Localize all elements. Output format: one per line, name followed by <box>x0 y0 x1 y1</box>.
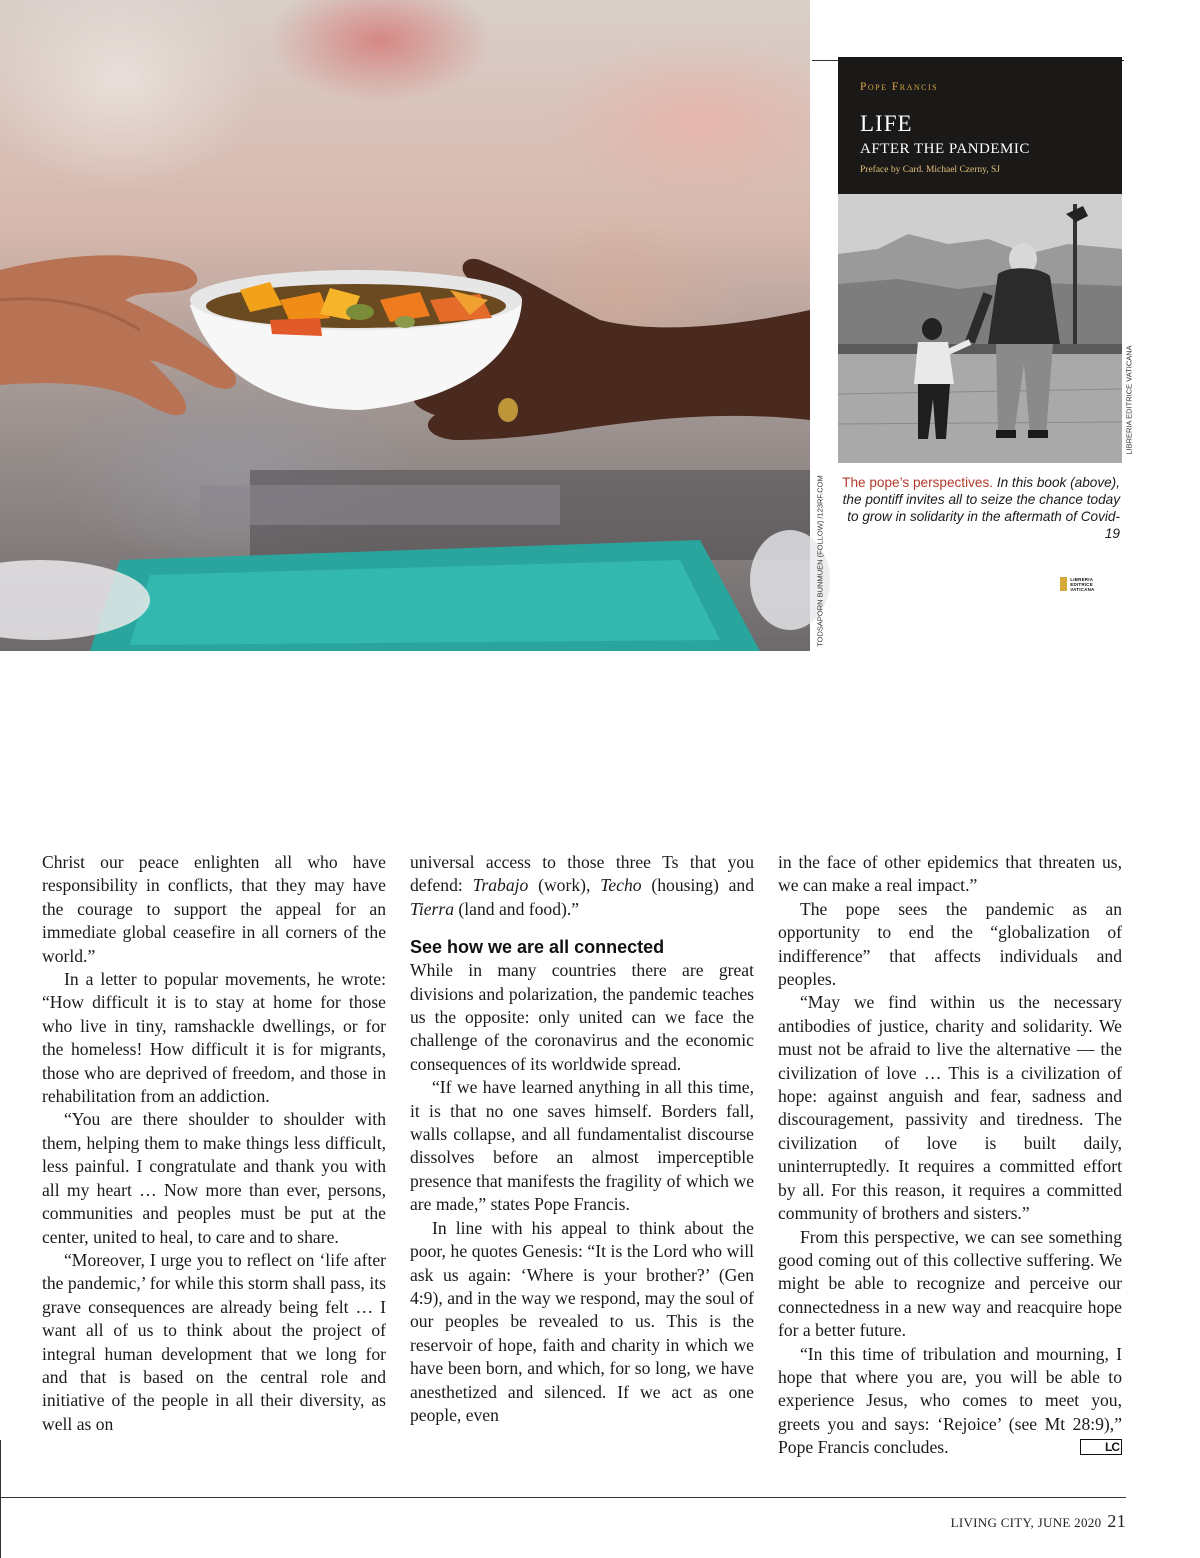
book-title: LIFE <box>860 111 913 136</box>
article-column-3 <box>778 851 1122 1460</box>
book-preface: Preface by Card. Michael Czerny, SJ <box>860 165 1000 175</box>
term-techo: Techo <box>600 875 642 896</box>
paragraph: In a letter to popular movements, he wrote: “How difficult it is to stay at home for those who live in tiny, ramshackle dwellings, or for the homeless! How difficult it is for migrants, those who are deprived of freedom, and those in rehabilitation from an addiction. <box>42 969 386 1107</box>
book-cover-credit: LIBRERIA EDITRICE VATICANA <box>1124 345 1134 455</box>
publisher-logo-icon <box>1060 577 1067 591</box>
section-subhead: See how we are all connected <box>410 937 665 958</box>
page-edge-rule <box>0 1440 1 1558</box>
caption-lead: The pope’s perspectives. <box>842 475 994 490</box>
caption <box>838 474 1120 542</box>
paragraph: The pope sees the pandemic as an opportunity to end the “globalization of indifference” that affects individuals and peoples. <box>778 898 1122 990</box>
end-mark-icon: LC <box>1080 1439 1122 1455</box>
footer-rule <box>0 1497 1126 1498</box>
book-subtitle: AFTER THE PANDEMIC <box>860 141 1030 157</box>
paragraph: “May we find within us the necessary antibodies of justice, charity and solidarity. We must not be afraid to live the alternative — the civilization of love … This is a civilization of hope: against anguish and fear, sadness and discouragement, passivity and tiredness. The civilization of love is built daily, uninterruptedly. It requires a committed effort by all. For this reason, it requires a committed community of brothers and sisters.” <box>778 992 1122 1224</box>
publication-name: LIVING CITY, JUNE 2020 <box>950 1515 1102 1530</box>
photo-credit: TODSAPORN BUNMUEN (FOLLOW) /123RF.COM <box>815 475 825 647</box>
publisher-logo-text: LIBRERIA EDITRICE VATICANA <box>1070 576 1095 592</box>
publisher-logo <box>1060 574 1108 594</box>
hero-photo-illustration <box>0 0 810 651</box>
caption-body: In this book (above), the pontiff invites all to seize the chance today to grow in solidarity in the aftermath of Covid-19 <box>842 475 1120 541</box>
paragraph: From this perspective, we can see something good coming out of this collective suffering. We might be able to recognize and perceive our connectedness in a new way and reacquire hope for a better future. <box>778 1226 1122 1341</box>
article-column-1 <box>42 851 386 1436</box>
hero-photo <box>0 0 810 651</box>
paragraph: While in many countries there are great divisions and polarization, the pandemic teaches us the opposite: only united can we face the challenge of the coronavirus and the economic consequences of its worldwide spread. <box>410 960 754 1074</box>
paragraph: “In this time of tribulation and mourning, I hope that where you are, you will be able to experience Jesus, who comes to meet you, greets you and says: ‘Rejoice’ (see Mt 28:9),” Pope Francis concludes. LC <box>778 1343 1122 1458</box>
term-tierra: Tierra <box>410 898 455 919</box>
paragraph: In line with his appeal to think about the poor, he quotes Genesis: “It is the Lord who will ask us again: ‘Where is your brother?’ (Gen 4:9), and in the way we respond, may the soul of our peoples be revealed to us. This is the reservoir of hope, faith and charity in which we have been born, and which, for so long, we have anesthetized and silenced. If we act as one people, even <box>410 1217 754 1425</box>
paragraph: “Moreover, I urge you to reflect on ‘life after the pandemic,’ for while this storm shall pass, its grave consequences are already being felt … I want all of us to think about the project of integral human development that we long for and that is based on the central role and initiative of the people in all their diversity, as well as on <box>42 1249 386 1434</box>
folio <box>951 1511 1126 1532</box>
article-column-2 <box>410 851 754 1427</box>
paragraph: “If we have learned anything in all this time, it is that no one saves himself. Borders fall, walls collapse, and all fundamentalist discourse dissolves before an almost imperceptible presence that manifests the fragility of which we are made,” states Pope Francis. <box>410 1077 754 1215</box>
book-cover-header <box>838 57 1122 194</box>
paragraph: in the face of other epidemics that threaten us, we can make a real impact.” <box>778 852 1122 896</box>
page-number: 21 <box>1107 1511 1126 1531</box>
book-author: Pope Francis <box>860 81 939 93</box>
paragraph: universal access to those three Ts that you defend: Trabajo (work), Techo (housing) and Tierra (land and food).” <box>410 852 755 919</box>
term-trabajo: Trabajo <box>472 875 529 896</box>
book-cover-illustration <box>838 194 1122 463</box>
paragraph: Christ our peace enlighten all who have responsibility in conflicts, that they may have the courage to support the appeal for an immediate global ceasefire in all corners of the world.” <box>42 852 386 966</box>
paragraph: “You are there shoulder to shoulder with them, helping them to make things less difficult, less painful. I congratulate and thank you with all my heart … Now more than ever, persons, communities and peoples must be put at the center, united to heal, to care and to share. <box>42 1109 386 1247</box>
